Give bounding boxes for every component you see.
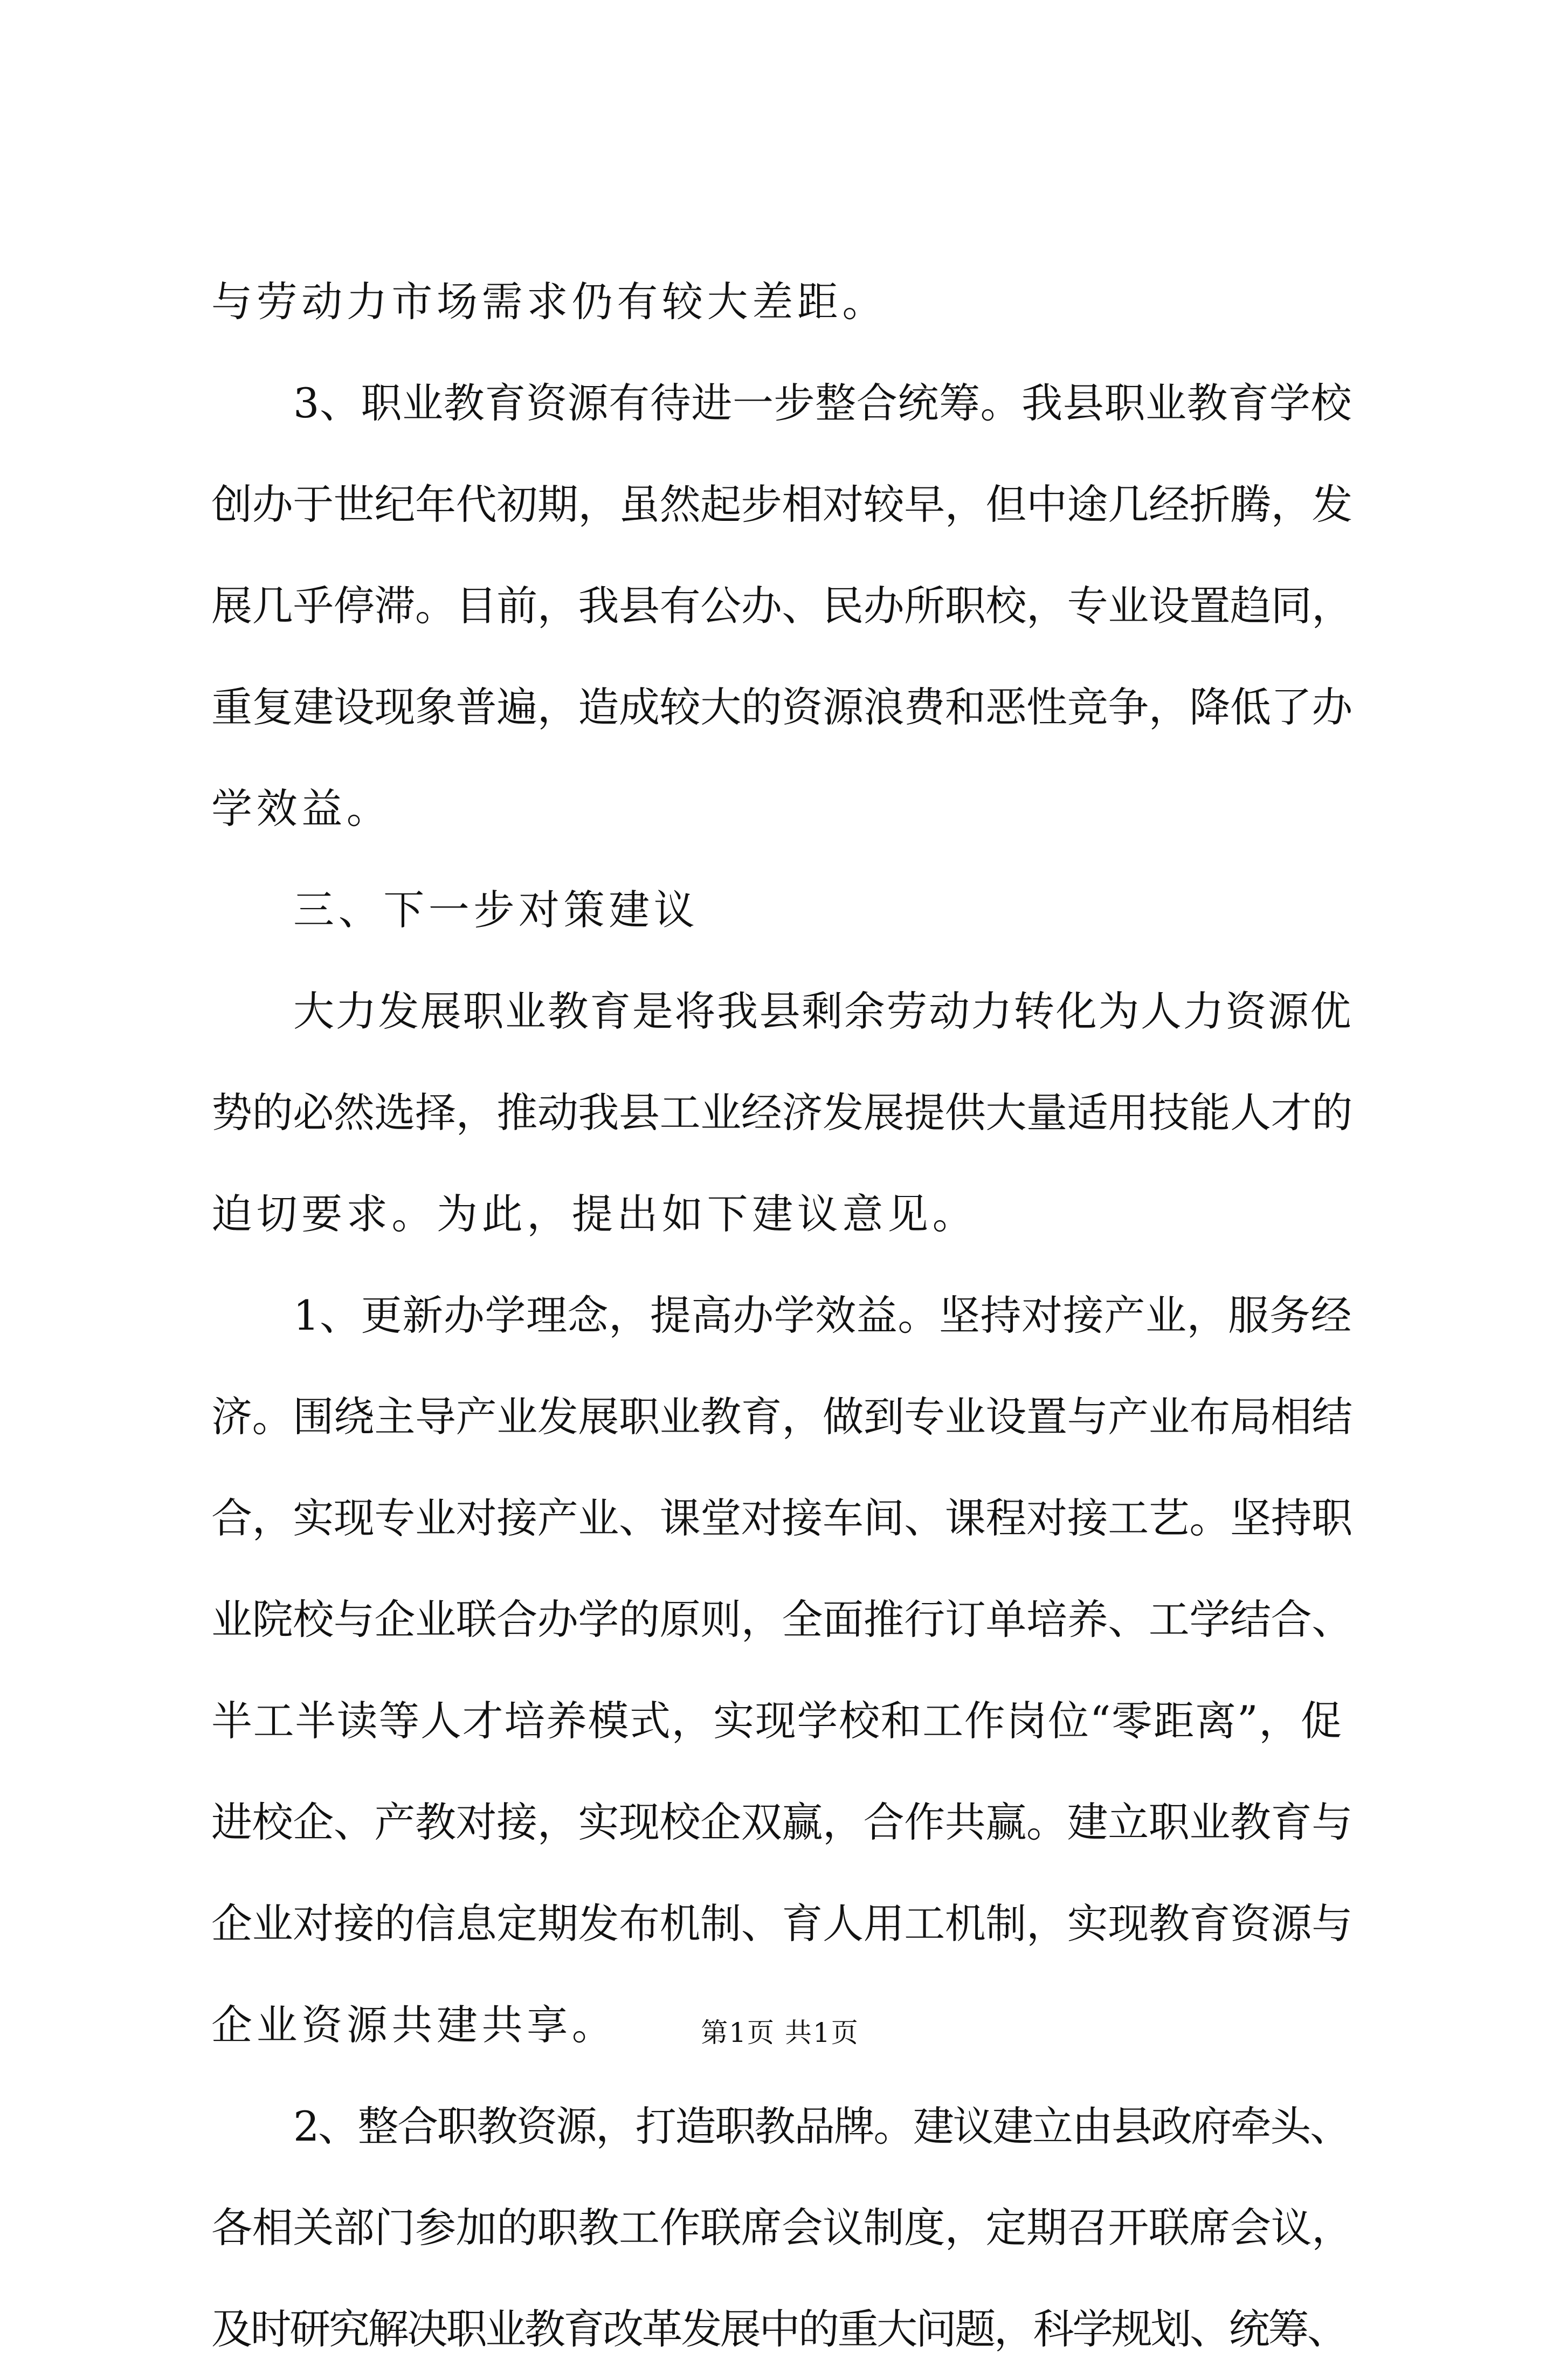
text-line: 大力发展职业教育是将我县剩余劳动力转化为人力资源优 bbox=[293, 987, 1352, 1035]
text-line: 学效益。 bbox=[211, 785, 392, 833]
text-line: 创办于世纪年代初期，虽然起步相对较早，但中途几经折腾，发 bbox=[211, 480, 1352, 528]
text-line: 济。围绕主导产业发展职业教育，做到专业设置与产业布局相结 bbox=[211, 1393, 1352, 1441]
text-line: 2、整合职教资源，打造职教品牌。建议建立由县政府牵头、 bbox=[293, 2102, 1350, 2150]
body-text bbox=[211, 251, 1354, 2380]
page-footer: 第1页 共1页 bbox=[701, 2017, 859, 2048]
text-line: 半工半读等人才培养模式，实现学校和工作岗位“零距离”，促 bbox=[211, 1697, 1343, 1745]
text-line: 迫切要求。为此，提出如下建议意见。 bbox=[211, 1190, 978, 1238]
text-line: 合，实现专业对接产业、课堂对接车间、课程对接工艺。坚持职 bbox=[211, 1494, 1352, 1542]
text-line: 与劳动力市场需求仍有较大差距。 bbox=[211, 278, 887, 326]
text-line: 及时研究解决职业教育改革发展中的重大问题，科学规划、统筹、 bbox=[211, 2305, 1347, 2353]
text-line: 业院校与企业联合办学的原则，全面推行订单培养、工学结合、 bbox=[211, 1595, 1352, 1643]
text-line: 企业对接的信息定期发布机制、育人用工机制，实现教育资源与 bbox=[211, 1900, 1352, 1948]
text-line: 重复建设现象普遍，造成较大的资源浪费和恶性竞争，降低了办 bbox=[211, 683, 1352, 731]
text-line: 势的必然选择，推动我县工业经济发展提供大量适用技能人才的 bbox=[211, 1089, 1352, 1137]
text-line: 展几乎停滞。目前，我县有公办、民办所职校，专业设置趋同， bbox=[211, 582, 1352, 630]
text-line: 3、职业教育资源有待进一步整合统筹。我县职业教育学校 bbox=[293, 379, 1352, 427]
text-line: 企业资源共建共享。 bbox=[211, 2001, 617, 2049]
text-line: 各相关部门参加的职教工作联席会议制度，定期召开联席会议， bbox=[211, 2204, 1352, 2252]
section-heading: 三、下一步对策建议 bbox=[293, 886, 699, 934]
text-line: 进校企、产教对接，实现校企双赢，合作共赢。建立职业教育与 bbox=[211, 1798, 1352, 1846]
text-line: 1、更新办学理念，提高办学效益。坚持对接产业，服务经 bbox=[293, 1291, 1352, 1339]
